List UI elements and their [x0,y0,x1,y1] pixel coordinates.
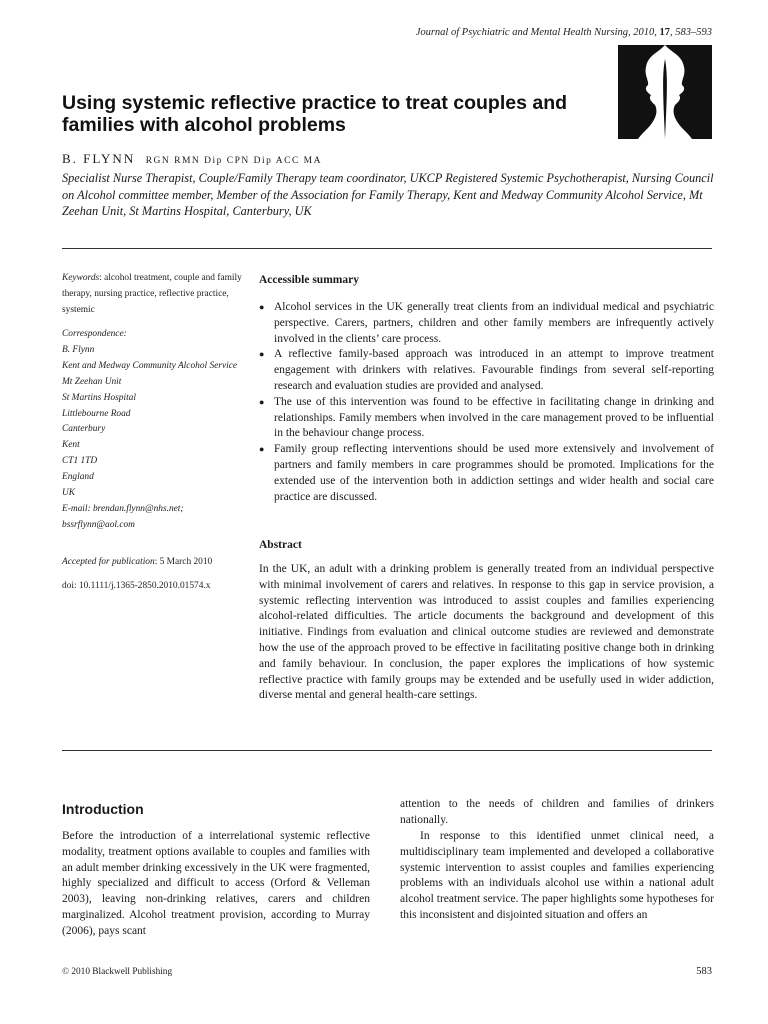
list-item: ● A reflective family-based approach was introduced in an attempt to improve treatment engagement with drinkers with relatives. Favourable findings from several self-reporting research and evaluation studies are provided and analysed. [259,347,714,394]
author-line: B. FLYNN RGN RMN Dip CPN Dip ACC MA [62,151,322,166]
abstract-heading: Abstract [259,539,302,551]
author-affiliation: Specialist Nurse Therapist, Couple/Family Therapy team coordinator, UKCP Registered Systemic Psychotherapist, Nursing Council on Alcohol committee member, Member of the Association for Family Therapy, Kent and Medway Community Alcohol Service, Mt Zeehan Unit, St Martins Hospital, Canterbury, UK [62,171,714,218]
publication-info: Accepted for publication: 5 March 2010 [62,557,213,567]
summary-heading: Accessible summary [259,274,359,286]
journal-logo [618,45,712,139]
doi: doi: 10.1111/j.1365-2850.2010.01574.x [62,581,211,591]
intro-right-text-2: In response to this identified unmet clinical need, a multidisciplinary team implemented and developed a collaborative systemic intervention to assist couples and families experiencing problems with an individuals alcohol use within a national adult alcohol treatment service. The paper highlights some hypotheses for this inconsistent and disjointed situation and offers an [400,830,714,921]
section-heading: Introduction [62,801,144,817]
header-divider [62,248,712,249]
summary-list [259,300,714,505]
abstract-divider [62,750,712,751]
list-item: ● Alcohol services in the UK generally treat clients from an individual medical and psychiatric perspective. Carers, partners, children and other family members are infrequently actively involved in the clients’ care process. [259,300,714,347]
page-number: 583 [696,966,712,977]
copyright: © 2010 Blackwell Publishing [62,967,173,977]
abstract-text: In the UK, an adult with a drinking problem is generally treated from an individual perspective with minimal involvement of carers and relatives. In response to this gap in service provision, a systemic reflecting intervention was introduced to assist couples and families experiencing alcohol-related difficulties. The article documents the background and development of this initiative. Findings from evaluation and clinical outcome studies are reviewed and demonstrate how the use of the approach proved to be effective in facilitating positive change both in drinking and family behaviour. In conclusion, the paper explores the implications of how systemic reflective practice with family groups may be extended and be usefully used in wider addiction, diverse mental and general health-care settings. [259,563,714,702]
journal-citation: Journal of Psychiatric and Mental Health Nursing, 2010, 17, 583–593 [415,27,712,38]
list-item: ● The use of this intervention was found to be effective in facilitating change in drinking and relationships. Family members when involved in the care management proved to be influential in the behaviour change process. [259,395,714,442]
intro-right-text-1: attention to the needs of children and families of drinkers nationally. [400,798,714,826]
intro-left-text: Before the introduction of a interrelational systemic reflective modality, treatment options available to couples and families with an adult member drinking excessively in the UK were fragmented, highly specialized and difficult to access (Orford & Velleman 2003), leaving non-drinking relatives, carers and children marginalized. Alcohol treatment provision, according to Murray (2006), pays scant [62,830,370,937]
list-item: ● Family group reflecting interventions should be used more extensively and involvement of partners and family members in care programmes should be promoted. Implications for the extended use of the intervention both in addiction settings and wider health and social care practice are discussed. [259,442,714,505]
keywords-block: Keywords: alcohol treatment, couple and family therapy, nursing practice, reflective practice, systemic [62,273,242,315]
correspondence-block: Correspondence: B. Flynn Kent and Medway Community Alcohol Service Mt Zeehan Unit St Martins Hospital Littlebourne Road Canterbury Kent CT1 1TD England UK E-mail: brendan.flynn@nhs.net; bssrflynn@aol.com [62,329,238,530]
article-title: Using systemic reflective practice to treat couples and families with alcohol problems [62,92,568,136]
